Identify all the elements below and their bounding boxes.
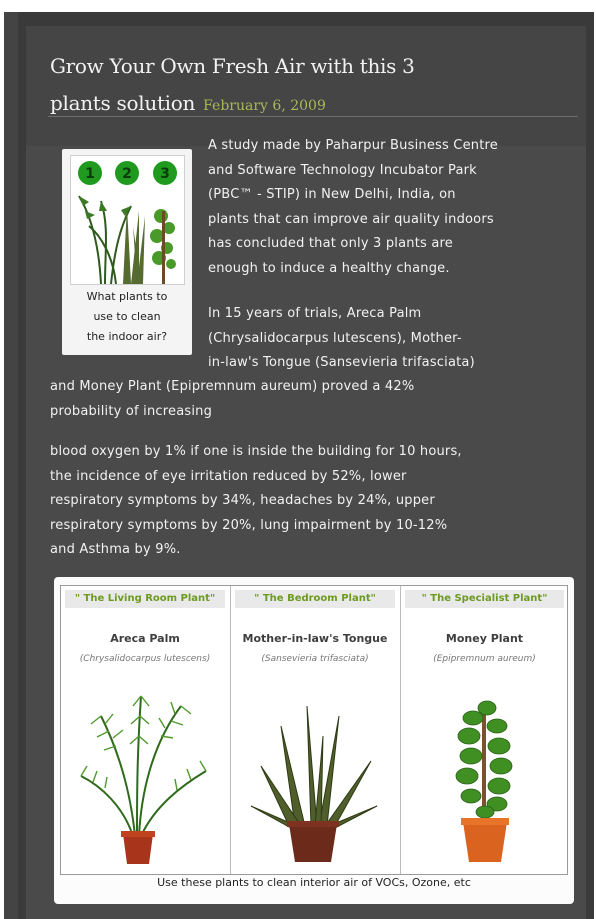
text-line: respiratory symptoms by 34%, headaches by 24%, upper [50,493,435,508]
text-line: plants that can improve air quality indoors [208,211,494,227]
plant-column-sansevieria [230,586,399,874]
thumbnail-card [62,149,192,355]
areca-palm-image [61,676,229,866]
caption-line: the indoor air? [86,330,168,343]
title-line-2: plants solution [50,91,196,115]
plant-heading: " The Specialist Plant" [405,590,564,608]
plant-scientific-name: (Epipremnum aureum) [433,654,536,664]
thumbnail-image [70,155,185,285]
paragraph-2-top [208,302,583,376]
text-line: the incidence of eye irritation reduced by 52%, lower [50,468,407,484]
post-date: February 6, 2009 [203,98,326,114]
text-line: has concluded that only 3 plants are [208,236,453,251]
plant-heading: " The Bedroom Plant" [235,590,395,608]
text-line: and Asthma by 9%. [50,542,181,557]
caption-line: use to clean [93,310,161,323]
badge-3: 3 [160,166,170,182]
thumbnail-caption [66,287,188,347]
badge-2: 2 [122,166,132,182]
caption-line: What plants to [86,290,168,303]
text-line: (PBC™ - STIP) in New Delhi, India, on [208,187,456,202]
text-line: in-law's Tongue (Sansevieria trifasciata) [208,355,475,370]
left-edge [4,12,18,919]
paragraph-2-bottom [50,375,583,424]
plants-table [60,585,568,875]
money-plant-image [401,676,568,866]
paragraph-3 [50,440,585,563]
plant-scientific-name: (Sansevieria trifasciata) [261,654,369,664]
plant-name: Mother-in-law's Tongue [242,632,388,645]
badge-1: 1 [85,166,95,182]
text-line: and Software Technology Incubator Park [208,162,477,178]
text-line: In 15 years of trials, Areca Palm [208,306,422,321]
article-title[interactable] [50,48,570,125]
plant-scientific-name: (Chrysalidocarpus lutescens) [79,654,211,664]
text-line: and Money Plant (Epipremnum aureum) proved a 42% [50,379,415,394]
plants-infographic [54,577,574,904]
plant-heading: " The Living Room Plant" [65,590,225,608]
plant-name: Areca Palm [110,632,180,645]
plant-column-money-plant [400,586,568,874]
title-line-1: Grow Your Own Fresh Air with this 3 [50,54,415,78]
title-divider [48,116,578,117]
paragraph-1 [208,134,583,281]
text-line: enough to induce a healthy change. [208,260,450,276]
text-line: (Chrysalidocarpus lutescens), Mother- [208,330,462,346]
text-line: blood oxygen by 1% if one is inside the building for 10 hours, [50,444,462,459]
plants-caption: Use these plants to clean interior air of VOCs, Ozone, etc [157,876,471,889]
plant-name: Money Plant [445,632,524,645]
sansevieria-image [231,676,399,866]
text-line: A study made by Paharpur Business Centre [208,138,498,153]
text-line: respiratory symptoms by 20%, lung impairment by 10-12% [50,517,448,533]
plant-column-areca [61,586,229,874]
text-line: probability of increasing [50,403,213,419]
